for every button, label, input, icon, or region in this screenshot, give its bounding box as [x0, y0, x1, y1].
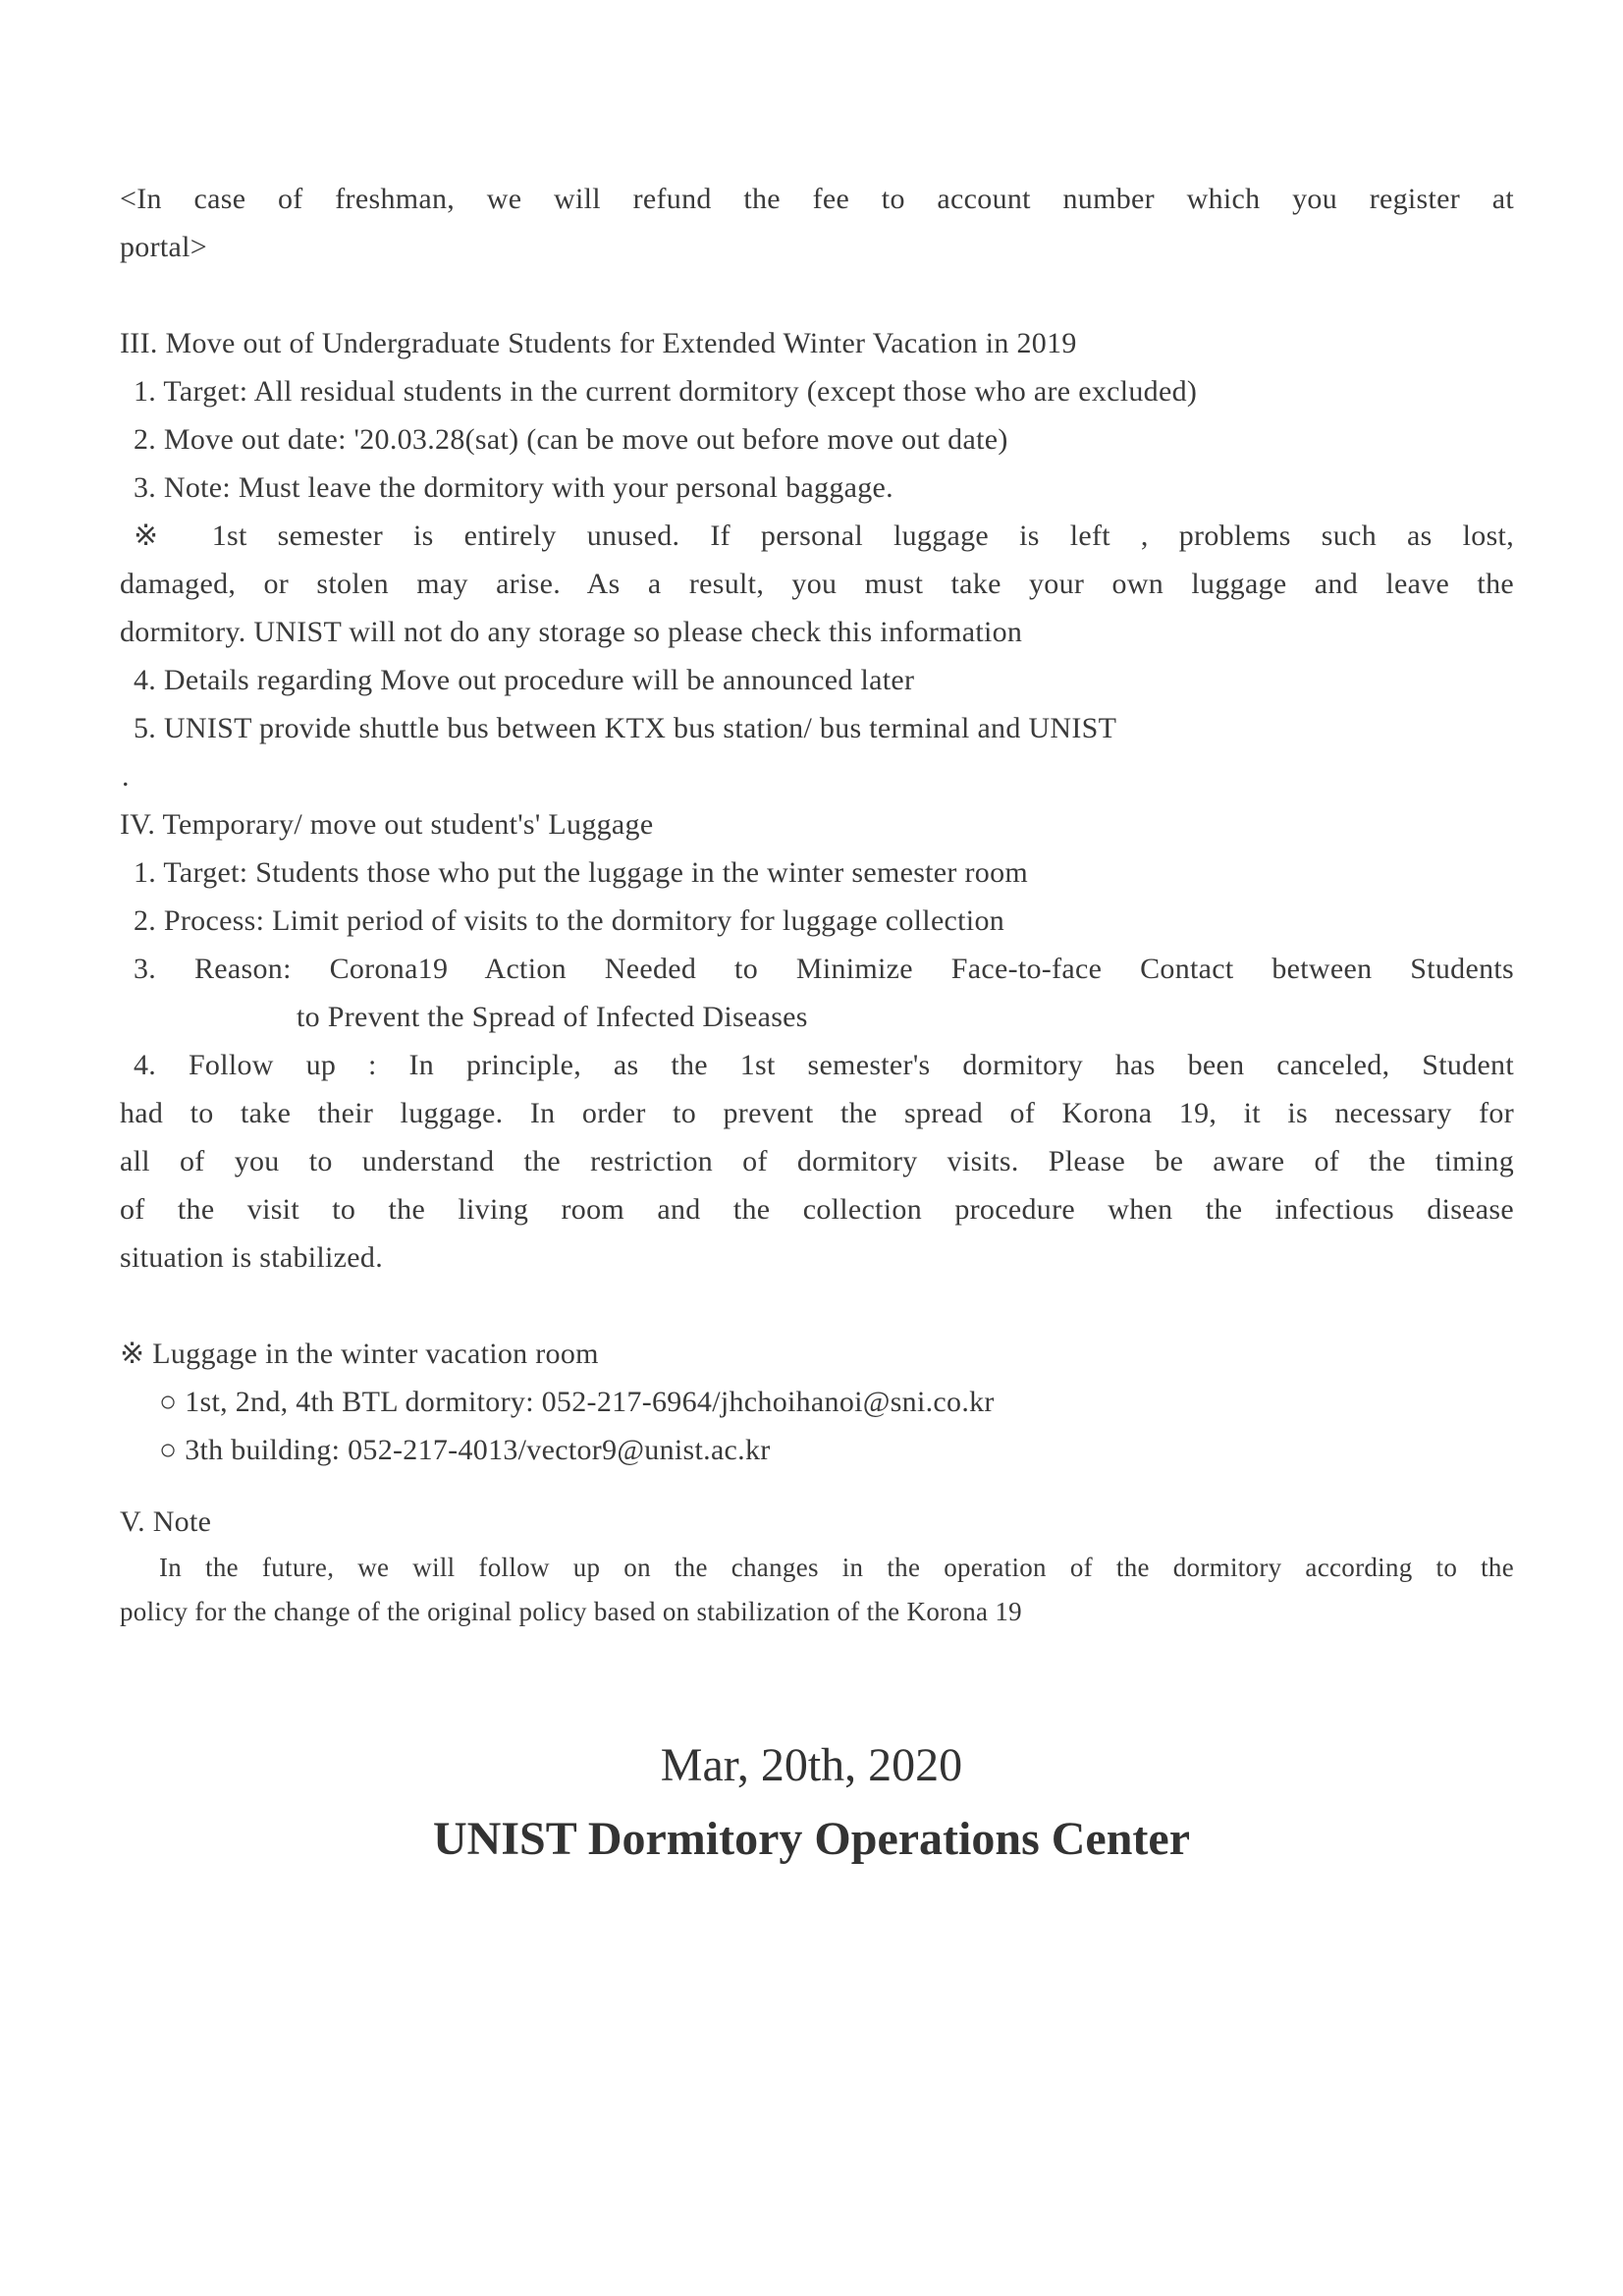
- section-4-followup-line-2: had to take their luggage. In order to prevent the spread of Korona 19, it is necessary for: [120, 1097, 1514, 1129]
- section-4-item-2: 2. Process: Limit period of visits to the dormitory for luggage collection: [134, 904, 1005, 937]
- spacer: [120, 1282, 1514, 1330]
- section-3-item-5: 5. UNIST provide shuttle bus between KTX bus station/ bus terminal and UNIST: [134, 712, 1117, 744]
- section-4: [120, 800, 1514, 1474]
- section-3-heading: III. Move out of Undergraduate Students for Extended Winter Vacation in 2019: [120, 327, 1077, 359]
- section-5-heading: V. Note: [120, 1505, 212, 1538]
- section-4-followup-line-1: 4. Follow up : In principle, as the 1st semester's dormitory has been canceled, Student: [134, 1049, 1514, 1081]
- signature-date: Mar, 20th, 2020: [660, 1739, 963, 1791]
- contacts-heading: ※ Luggage in the winter vacation room: [120, 1338, 599, 1370]
- section-4-item-1: 1. Target: Students those who put the luggage in the winter semester room: [134, 856, 1029, 889]
- section-3: [120, 319, 1514, 800]
- spacer: [120, 1474, 1514, 1498]
- section-3-notice-line-1: ※ 1st semester is entirely unused. If personal luggage is left , problems such as lost,: [134, 519, 1514, 552]
- signature-organization: UNIST Dormitory Operations Center: [432, 1813, 1191, 1865]
- section-3-item-2: 2. Move out date: '20.03.28(sat) (can be move out before move out date): [134, 423, 1008, 456]
- spacer: [120, 271, 1514, 319]
- section-3-item-1: 1. Target: All residual students in the current dormitory (except those who are excluded): [134, 375, 1198, 408]
- section-3-item-3: 3. Note: Must leave the dormitory with your personal baggage.: [134, 471, 893, 504]
- intro-line-1: <In case of freshman, we will refund the fee to account number which you register at: [120, 183, 1514, 215]
- intro-line-2: portal>: [120, 231, 207, 263]
- section-4-followup-line-3: all of you to understand the restriction of dormitory visits. Please be aware of the timing: [120, 1145, 1514, 1177]
- contact-item-btl: ○ 1st, 2nd, 4th BTL dormitory: 052-217-6964/jhchoihanoi@sni.co.kr: [159, 1386, 995, 1418]
- section-5-line-1: In the future, we will follow up on the changes in the operation of the dormitory according to the: [159, 1553, 1514, 1582]
- section-3-notice-line-3: dormitory. UNIST will not do any storage so please check this information: [120, 616, 1023, 648]
- section-3-item-4: 4. Details regarding Move out procedure will be announced later: [134, 664, 915, 696]
- contact-item-3th-building: ○ 3th building: 052-217-4013/vector9@unist.ac.kr: [159, 1434, 771, 1466]
- section-4-item-3-continuation: to Prevent the Spread of Infected Diseases: [297, 1001, 808, 1033]
- section-4-followup-line-4: of the visit to the living room and the collection procedure when the infectious disease: [120, 1193, 1514, 1226]
- document-body: [120, 175, 1514, 1634]
- section-5-line-2: policy for the change of the original policy based on stabilization of the Korona 19: [120, 1597, 1022, 1626]
- section-4-followup-line-5: situation is stabilized.: [120, 1241, 384, 1274]
- section-3-notice-line-2: damaged, or stolen may arise. As a result, you must take your own luggage and leave the: [120, 568, 1514, 600]
- section-4-heading: IV. Temporary/ move out student's' Luggage: [120, 808, 654, 841]
- section-4-item-3: 3. Reason: Corona19 Action Needed to Minimize Face-to-face Contact between Students: [134, 953, 1514, 985]
- stray-mark: .: [122, 760, 130, 793]
- section-5: [120, 1498, 1514, 1634]
